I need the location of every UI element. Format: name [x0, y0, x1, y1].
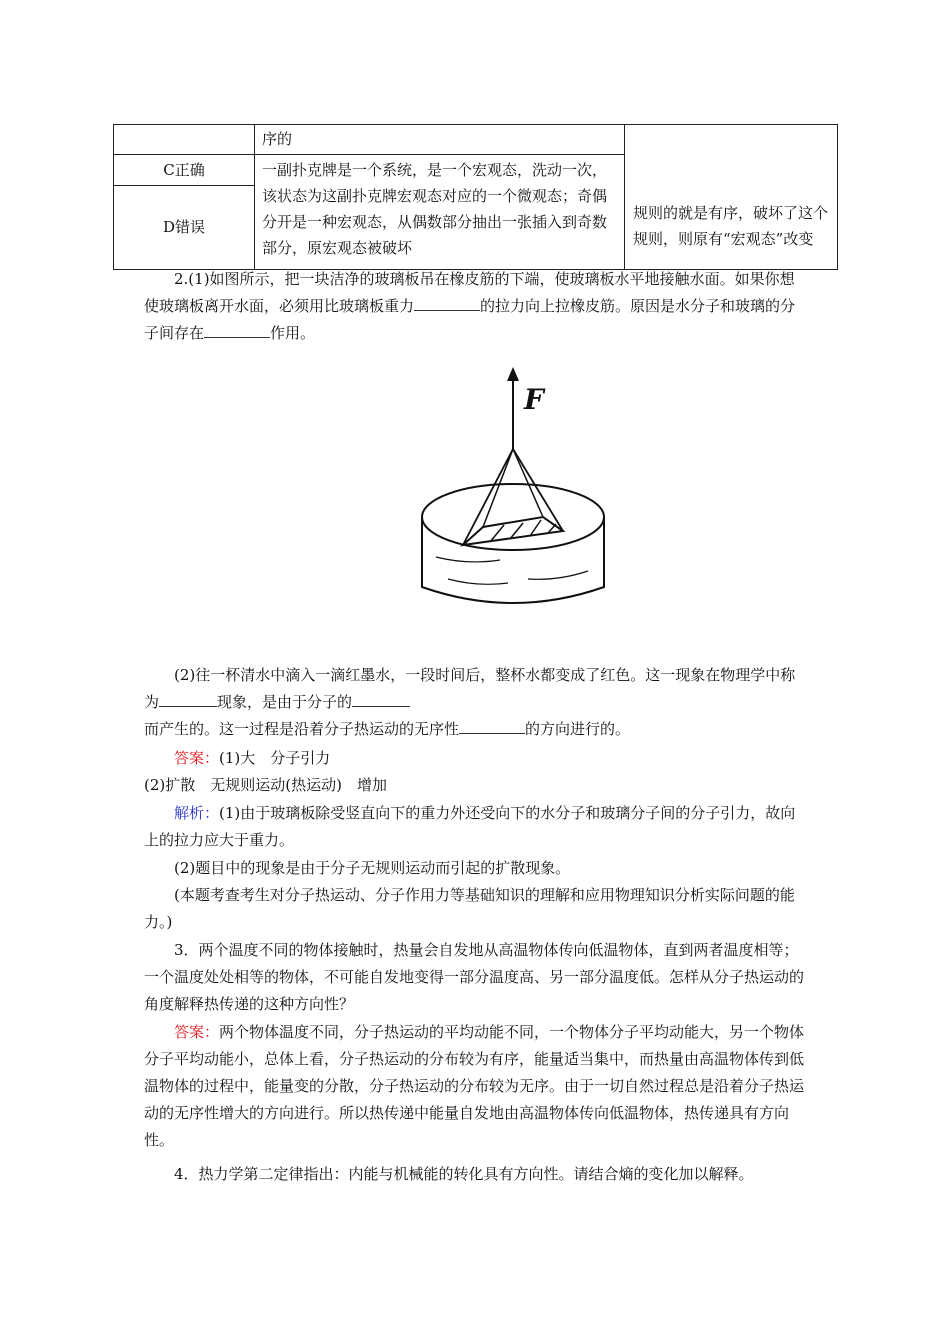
answer-2: 答案：(1)大 分子引力 (2)扩散 无规则运动(热运动) 增加	[144, 749, 387, 794]
analysis-label: 解析：	[174, 804, 220, 822]
force-arrow-icon	[507, 367, 519, 381]
table-cell-label-d: D错误	[114, 186, 255, 270]
question-3: 3．两个温度不同的物体接触时，热量会自发地从高温物体传向低温物体，直到两者温度相等；一个温度处处相等的物体，不可能自发地变得一部分温度高、另一部分温度低。怎样从分子热运动的角度解释热传递的这种方向性？	[144, 941, 805, 1013]
question-4: 4．热力学第二定律指出：内能与机械能的转化具有方向性。请结合熵的变化加以解释。	[174, 1165, 754, 1183]
question-2-part-1: 2.(1)如图所示，把一块洁净的玻璃板吊在橡皮筋的下端，使玻璃板水平地接触水面。如果你想使玻璃板离开水面，必须用比玻璃板重力 的拉力向上拉橡皮筋。原因是水分子和玻璃的分子间存在 作用。	[144, 270, 796, 342]
blank	[459, 717, 525, 734]
table-cell-label	[114, 125, 255, 155]
blank	[414, 294, 480, 311]
answer-label: 答案：	[174, 749, 220, 767]
force-label: F	[524, 383, 544, 416]
analysis-2: 解析：(1)由于玻璃板除受竖直向下的重力外还受向下的水分子和玻璃分子间的分子引力，故向上的拉力应大于重力。	[144, 804, 796, 849]
blank	[204, 321, 270, 338]
answer-label: 答案：	[174, 1023, 220, 1041]
blank	[159, 690, 217, 707]
table-cell-content: 序的	[255, 125, 625, 155]
table-cell-label-c: C正确	[114, 155, 255, 186]
table-cell-content-cd: 一副扑克牌是一个系统，是一个宏观态，洗动一次，该状态为这副扑克牌宏观态对应的一个微观态；奇偶分开是一种宏观态，从偶数部分抽出一张插入到奇数部分，原宏观态被破坏	[255, 155, 625, 270]
question-2-part-2: (2)往一杯清水中滴入一滴红墨水，一段时间后，整杯水都变成了红色。这一现象在物理学中称为 现象，是由于分子的 而产生的。这一过程是沿着分子热运动的无序性 的方向进行的。	[144, 666, 796, 738]
glass-plate-figure	[418, 367, 608, 607]
answer-table	[113, 124, 838, 270]
table-cell-reason	[625, 125, 838, 270]
reason-text: 规则的就是有序，破坏了这个规则，则原有“宏观态”改变	[633, 204, 829, 248]
analysis-note: (本题考查考生对分子热运动、分子作用力等基础知识的理解和应用物理知识分析实际问题的能力。)	[144, 886, 795, 931]
blank	[352, 690, 410, 707]
analysis-2-part-2: (2)题目中的现象是由于分子无规则运动而引起的扩散现象。	[174, 859, 571, 877]
answer-3: 答案：两个物体温度不同，分子热运动的平均动能不同，一个物体分子平均动能大，另一个物体分子平均动能小，总体上看，分子热运动的分布较为有序，能量适当集中，而热量由高温物体传到低温物体的过程中，能量变的分散，分子热运动的分布较为无序。由于一切自然过程总是沿着分子热运动的无序性增大的方向进行。所以热传递中能量自发地由高温物体传向低温物体，热传递具有方向性。	[144, 1023, 805, 1149]
